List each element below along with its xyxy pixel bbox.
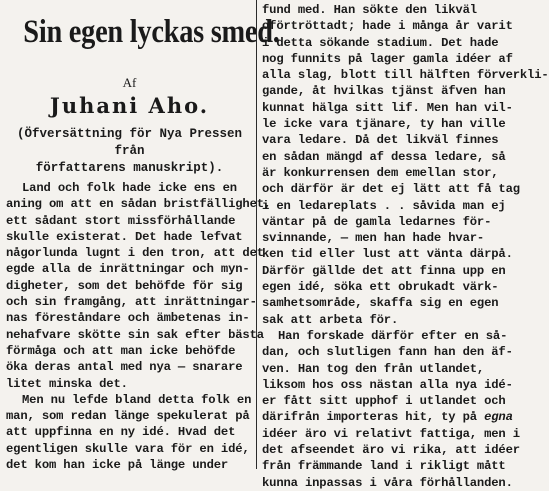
text-line: förmåga och att man icke behöfde — [6, 343, 236, 358]
text-line: att uppfinna en ny idé. Hvad det — [6, 425, 236, 440]
text-line: kunna inpassas i våra förhållanden. — [262, 475, 513, 490]
text-line: ken tid eller lust att vänta därpå. — [262, 247, 513, 262]
author-name: Juhani Aho. — [49, 93, 210, 118]
text-line: en sådan mängd af dessa ledare, så — [262, 149, 506, 164]
emphasized-word: egna — [484, 410, 513, 425]
text-line: nog funnits på lager gamla idéer af — [262, 51, 513, 66]
left-body-text — [6, 180, 272, 473]
text-line: oförtröttadt; hade i många år varit — [262, 19, 513, 34]
text-line: nas föreståndare och ämbetenas in- — [6, 311, 250, 326]
right-column — [262, 0, 549, 490]
text-line: digheter, som det behöfde för sig — [6, 278, 243, 293]
text-line: öka deras antal med nya — snarare — [6, 360, 243, 375]
translation-note — [6, 126, 253, 177]
text-line: väntar på de gamla ledarnes för- — [262, 214, 492, 229]
text-line: svinnande, — men han hade hvar- — [262, 231, 485, 246]
text-line: vara ledare. Då det likväl finnes — [262, 133, 499, 148]
text-line: skulle existerat. Det hade lefvat — [6, 229, 243, 244]
text-line: dan, och slutligen fann han den äf- — [262, 345, 513, 360]
text-line: någorlunda lugnt i den tron, att det — [6, 246, 264, 261]
text-line: le icke vara tjänare, ty han ville — [262, 117, 506, 132]
text-line: ven. Han tog den från utlandet, — [262, 361, 485, 376]
text-line: gande, åt hvilkas tjänst äfven han — [262, 84, 506, 99]
text-line: det afseendet äro vi rika, att idéer — [262, 443, 520, 458]
text-line: det kom han icke på länge under — [6, 458, 229, 473]
text-line: från främmande land i rikligt mått — [262, 459, 506, 474]
text-line: Men nu lefde bland detta folk en — [22, 392, 252, 407]
text-line: alla slag, blott till hälften förverkli- — [262, 68, 549, 83]
text-line: i detta sökande stadium. Det hade — [262, 35, 499, 50]
text-line: aning om att en sådan bristfällighet, — [6, 197, 272, 212]
column-rule — [256, 0, 257, 469]
text-line: litet minska det. — [6, 376, 128, 391]
translation-note-line: (Öfversättning för Nya Pressen från — [16, 127, 243, 158]
text-line: och därför är det ej lätt att få tag — [262, 182, 520, 197]
right-body-text — [262, 2, 549, 491]
text-line: egen idé, söka ett obrukadt värk- — [262, 280, 499, 295]
text-line: fund med. Han sökte den likväl — [262, 3, 477, 17]
text-line: kunnat hälga sitt lif. Men han vil- — [262, 100, 513, 115]
left-column — [6, 0, 280, 473]
text-line: i en ledareplats . . såvida man ej — [262, 198, 506, 213]
text-line: Han forskade därför efter en så- — [278, 328, 508, 343]
text-line: nehafvare skötte sin sak efter bästa — [6, 327, 264, 342]
text-line: egentligen skulle vara för en idé, — [6, 441, 250, 456]
text-line: samhetsområde, skaffa sig en egen — [262, 296, 499, 311]
translation-note-line: författarens manuskript). — [35, 161, 224, 175]
text-line: Land och folk hade icke ens en — [22, 181, 237, 195]
text-line — [262, 409, 513, 425]
text-line: er fått sitt upphof i utlandet och — [262, 394, 506, 409]
text-line: är konkurrensen dem emellan stor, — [262, 165, 499, 180]
text-line: idéer äro vi relativt fattiga, men i — [262, 426, 520, 441]
text-line: och sin framgång, att inrättningar- — [6, 295, 257, 310]
text-line: man, som redan länge spekulerat på — [6, 409, 250, 424]
byline-prefix: Af — [122, 75, 137, 90]
text-line: egde alla de inrättningar och myn- — [6, 262, 250, 277]
text-line: sak att arbeta för. — [262, 312, 399, 327]
text-line: liksom hos oss nästan alla nya idé- — [262, 377, 513, 392]
text-line: ett sådant stort missförhållande — [6, 213, 236, 228]
text-line-part: därifrån importeras hit, ty på — [262, 410, 477, 425]
text-line: Därför gällde det att finna upp en — [262, 263, 506, 278]
article-headline: Sin egen lyckas smed. — [23, 14, 280, 50]
